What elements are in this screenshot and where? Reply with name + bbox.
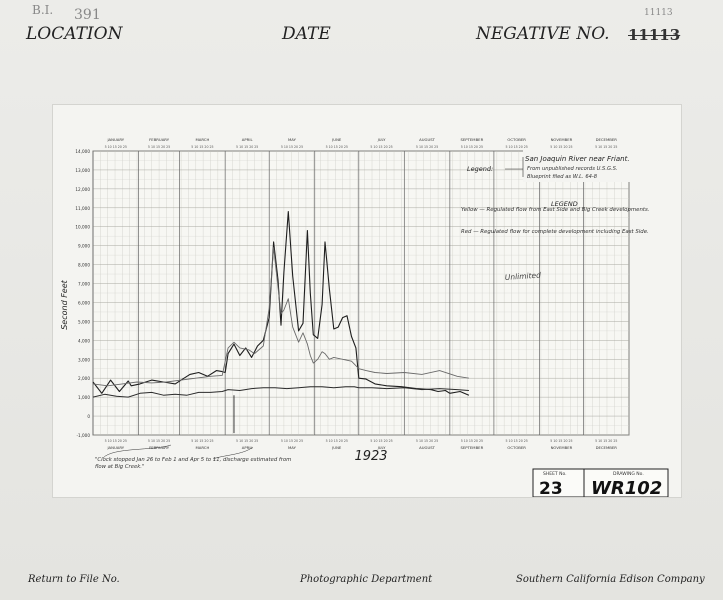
unlimited-annotation: Unlimited: [504, 270, 542, 282]
day-ticks-bottom: 5 10 15 20 25: [325, 439, 348, 443]
day-ticks-bottom: 5 10 15 20 25: [550, 439, 573, 443]
y-tick-label: 3,000: [78, 357, 90, 363]
day-ticks-bottom: 5 10 15 20 25: [595, 439, 618, 443]
y-tick-label: 10,000: [75, 224, 90, 230]
y-tick-label: 6,000: [78, 300, 90, 306]
y-tick-label: 13,000: [75, 167, 90, 173]
month-label-bottom: NOVEMBER: [550, 445, 573, 450]
month-label-top: NOVEMBER: [550, 137, 573, 142]
month-label-top: APRIL: [241, 137, 253, 142]
day-ticks-bottom: 5 10 15 20 25: [460, 439, 484, 443]
month-label-bottom: SEPTEMBER: [460, 445, 484, 450]
legend-line1: San Joaquin River near Friant.: [525, 155, 630, 163]
y-tick-label: 12,000: [75, 186, 90, 192]
month-label-top: JANUARY: [107, 137, 125, 142]
month-label-bottom: JANUARY: [107, 445, 125, 450]
month-label-top: DECEMBER: [595, 137, 617, 142]
y-tick-label: 5,000: [78, 319, 90, 325]
date-label: DATE: [282, 24, 331, 44]
sheet-number: 23: [539, 479, 563, 497]
day-ticks-top: 5 10 15 20 25: [595, 145, 618, 149]
legend-red: Red — Regulated flow for complete development including East Side.: [461, 229, 649, 235]
y-tick-label: 9,000: [78, 243, 90, 249]
y-axis-label: Second Feet: [60, 280, 69, 330]
day-ticks-bottom: 5 10 15 20 25: [236, 439, 259, 443]
day-ticks-top: 5 10 15 20 25: [550, 145, 573, 149]
y-axis-ticks: [75, 149, 90, 438]
chart-grid: [93, 151, 629, 435]
day-ticks-top: 5 10 15 20 25: [505, 145, 528, 149]
legend-line2: From unpublished records U.S.G.S.: [527, 166, 618, 172]
month-label-top: OCTOBER: [507, 137, 526, 142]
day-ticks-bottom: 5 10 15 20 25: [415, 439, 439, 443]
negative-number: 11113: [628, 26, 681, 44]
day-ticks-bottom: 5 10 15 20 25: [370, 439, 393, 443]
y-tick-label: 0: [87, 414, 90, 420]
month-label-bottom: AUGUST: [419, 445, 435, 450]
day-ticks-top: 5 10 15 20 25: [191, 145, 214, 149]
legend-red-wrap: [461, 229, 661, 251]
y-tick-label: 1,000: [78, 395, 90, 401]
legend-title: LEGEND: [551, 200, 578, 208]
day-ticks-bottom: 5 10 15 20 25: [280, 439, 304, 443]
day-ticks-bottom: 5 10 15 20 25: [191, 439, 214, 443]
month-label-top: JULY: [377, 137, 386, 142]
month-label-bottom: JUNE: [332, 445, 342, 450]
corner-number: 11113: [644, 8, 673, 18]
day-ticks-bottom: 5 10 15 20 25: [104, 439, 127, 443]
drawing-number: WR102: [591, 478, 663, 497]
month-label-top: SEPTEMBER: [460, 137, 484, 142]
drawing-label: DRAWING No.: [613, 472, 644, 477]
day-ticks-top: 5 10 15 20 25: [415, 145, 439, 149]
month-label-bottom: DECEMBER: [595, 445, 617, 450]
title-block: [533, 469, 668, 497]
clock-note-wrap: [95, 457, 295, 477]
month-label-bottom: FEBRUARY: [149, 445, 170, 450]
file-number: 391: [74, 7, 101, 23]
footer-return: Return to File No.: [28, 574, 120, 585]
negative-label: NEGATIVE NO.: [476, 24, 610, 44]
day-ticks-top: 5 10 15 20 25: [370, 145, 393, 149]
month-label-top: JUNE: [332, 137, 342, 142]
day-ticks-top: 5 10 15 20 25: [280, 145, 304, 149]
day-ticks-top: 5 10 15 20 25: [147, 145, 171, 149]
month-label-top: MARCH: [195, 137, 210, 142]
legend-yellow: Yellow — Regulated flow from East Side and Big Creek developments.: [461, 207, 650, 213]
footer-department: Photographic Department: [300, 574, 433, 585]
day-ticks-top: 5 10 15 20 25: [325, 145, 348, 149]
month-label-top: AUGUST: [419, 137, 435, 142]
flow-chart: [53, 105, 681, 497]
month-label-bottom: MARCH: [195, 445, 210, 450]
sheet-label: SHEET No.: [543, 472, 567, 477]
legend-line3: Blueprint filed as W.L. 64-8: [527, 174, 598, 180]
day-ticks-bottom: 5 10 15 20 25: [147, 439, 171, 443]
y-tick-label: -1,000: [76, 433, 90, 438]
day-ticks-top: 5 10 15 20 25: [236, 145, 259, 149]
footer-company: Southern California Edison Company: [516, 574, 705, 585]
month-label-top: FEBRUARY: [149, 137, 170, 142]
y-tick-label: 8,000: [78, 262, 90, 268]
drawing-photo: [52, 104, 682, 498]
day-ticks-top: 5 10 15 20 25: [104, 145, 127, 149]
chart-title: 1923: [354, 449, 388, 464]
location-label: LOCATION: [26, 24, 123, 44]
y-tick-label: 14,000: [75, 149, 90, 154]
month-label-top: MAY: [288, 137, 296, 142]
y-tick-label: 11,000: [75, 205, 90, 211]
y-tick-label: 7,000: [78, 281, 90, 287]
month-label-bottom: APRIL: [241, 445, 253, 450]
y-tick-label: 4,000: [78, 338, 90, 344]
legend-yellow-wrap: [461, 207, 661, 229]
clock-note: "Clock stopped Jan 26 to Feb 1 and Apr 5 to 11, discharge estimated from flow at Big Creek.": [95, 457, 292, 470]
day-ticks-top: 5 10 15 20 25: [460, 145, 484, 149]
month-label-bottom: JULY: [377, 445, 386, 450]
day-ticks-bottom: 5 10 15 20 25: [505, 439, 528, 443]
corner-mark: B.I.: [32, 3, 54, 17]
month-label-bottom: MAY: [288, 445, 296, 450]
month-label-bottom: OCTOBER: [507, 445, 526, 450]
y-tick-label: 2,000: [78, 376, 90, 382]
legend-label: Legend:: [467, 165, 494, 173]
